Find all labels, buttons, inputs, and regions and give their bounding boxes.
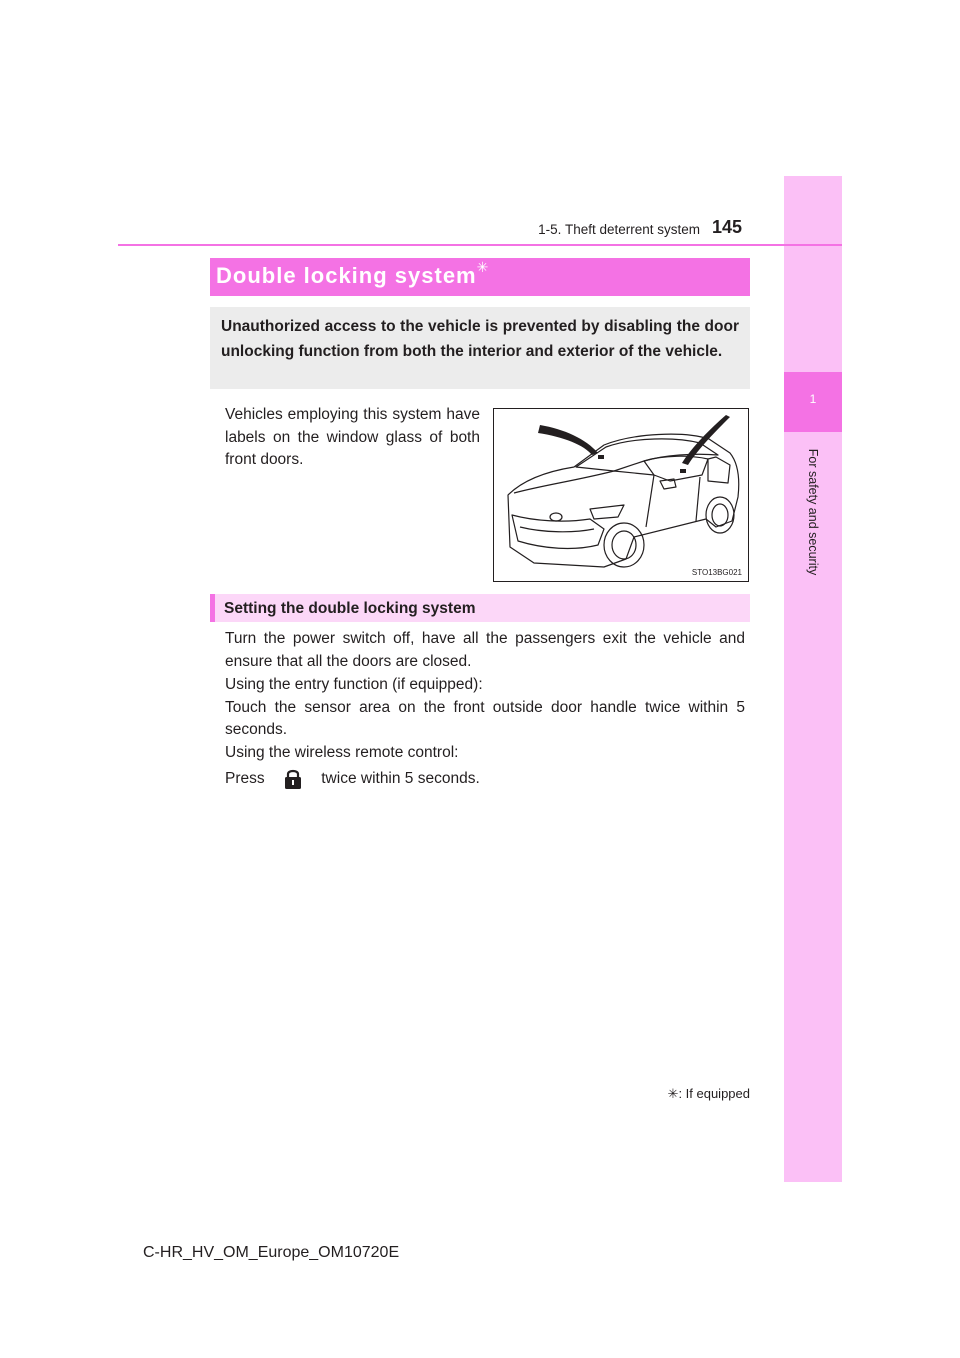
- footnote-mark-icon: ✳: [667, 1086, 679, 1101]
- press-after-text: twice within 5 seconds.: [321, 770, 480, 788]
- sensor-instruction: Touch the sensor area on the front outside door handle twice within 5 seconds.: [225, 698, 745, 738]
- if-equipped-mark-icon: ✳: [476, 259, 490, 275]
- entry-function-line: Using the entry function (if equipped):: [225, 676, 483, 693]
- vehicles-text: Vehicles employing this system have labels on the window glass of both front doors.: [225, 406, 480, 468]
- section-title: 1-5. Theft deterrent system: [538, 222, 700, 237]
- subheading-accent: [210, 594, 215, 622]
- document-code: C-HR_HV_OM_Europe_OM10720E: [143, 1244, 400, 1261]
- footnote-text: : If equipped: [678, 1086, 750, 1101]
- step-2-text: [225, 674, 745, 764]
- chapter-title: For safety and security: [806, 448, 820, 576]
- page-heading: [216, 259, 490, 289]
- window-label-marker-right: [680, 469, 686, 473]
- step-1-text: Turn the power switch off, have all the passengers exit the vehicle and ensure that all the doors are closed.: [225, 630, 745, 670]
- chapter-number: 1: [809, 392, 817, 406]
- footnote: [560, 1086, 750, 1102]
- remote-control-line: Using the wireless remote control:: [225, 743, 459, 761]
- callout-arrow-left: [538, 425, 598, 455]
- subheading: Setting the double locking system: [224, 600, 476, 617]
- window-label-marker-left: [598, 455, 604, 459]
- press-label: Press: [225, 770, 265, 788]
- lock-icon: [269, 768, 317, 790]
- page-number: 145: [712, 217, 743, 237]
- chapter-side-tab: [784, 176, 842, 1182]
- image-code: STO13BG021: [691, 568, 742, 577]
- page-heading-text: Double locking system: [216, 263, 477, 288]
- intro-text: Unauthorized access to the vehicle is prevented by disabling the door unlocking function from both the interior and exterior of the vehicle.: [221, 318, 739, 360]
- callout-arrow-right: [682, 415, 730, 465]
- header-rule: [118, 244, 842, 246]
- car-illustration: [493, 408, 749, 582]
- car-drawing: [494, 409, 748, 581]
- press-instruction: [225, 768, 745, 791]
